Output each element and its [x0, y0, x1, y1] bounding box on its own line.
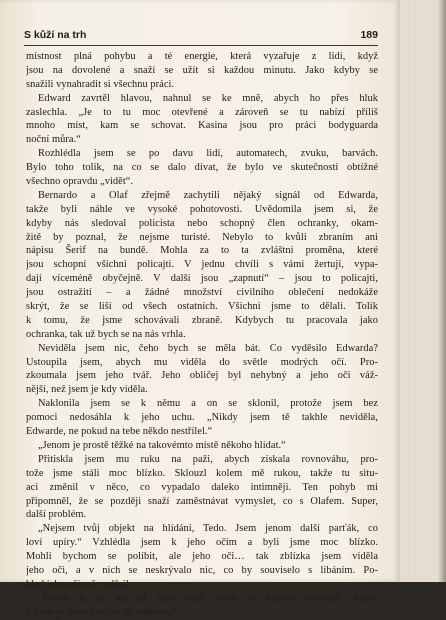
text-line: Ustoupila jsem, abych mu viděla do světle modrých očí. Pro-	[26, 356, 378, 368]
text-line: Přitiskla jsem mu ruku na paži, abych získala rovnováhu, pro-	[38, 453, 378, 465]
text-line: noční můra.“	[26, 134, 81, 146]
text-line: všechno opravdu „vidět“.	[26, 176, 134, 188]
text-line: Edward zavrtěl hlavou, nahnul se ke mně, abych ho přes hluk	[38, 92, 378, 104]
text-line: jeho oči, a v nich se neskrývalo nic, co by souviselo s líbáním. Po-	[26, 564, 378, 576]
page-number: 189	[360, 29, 378, 41]
text-line: zaslechla. „Je to tu moc otevřené a zároveň se tu nabízí příliš	[26, 106, 378, 118]
text-line: skrýt, že se liší od všech ostatních. Všichni jsme to dělali. Tolik	[26, 301, 378, 313]
text-line: zkoumala jsem jeho tvář. Jeho obličej byl nehybný a jeho oči váž-	[26, 370, 378, 382]
text-line: pomoci nedosáhla k jeho uchu. „Nikdy jsem tě takhle neviděla,	[26, 412, 378, 424]
text-line: Rozhlédla jsem se po davu lidí, automatech, zvuku, barvách.	[38, 148, 378, 160]
text-line: tože jsme stáli moc blízko. Sklouzl kolem mě rukou, takže tu situ-	[26, 467, 378, 479]
text-line: nápisu Šerif na bundě. Mohla za to ta zvláštní proměna, které	[26, 245, 378, 257]
header-rule	[24, 45, 378, 46]
text-line: mnoho míst, kam se schovat. Kasina jsou pro práci bodyguarda	[26, 120, 378, 132]
text-line: nější, než jsem je kdy viděla.	[26, 384, 148, 396]
text-line: Naklonila jsem se k němu a on se sklonil, protože jsem bez	[38, 398, 378, 410]
text-line: dají víceméně obyčejně. V další jsou „zapnutí“ – jsou to policajti,	[26, 273, 378, 285]
text-line: jsou schopní všichni policajti. V jednu chvíli s vámi žertují, vypa-	[26, 259, 378, 271]
body-text	[26, 50, 378, 620]
text-line: k tomu, že jsme schovávali zbraně. Kdybych tu pracovala jako	[26, 314, 378, 326]
text-line: „Prostě je tu jen až moc věcí, které se můžou zvrtnout, Anito,	[38, 592, 378, 604]
text-line: žitě by poznal, že nejsme turisté. Nebylo to kvůli zbraním ani	[26, 231, 378, 243]
text-line: ochranka, tak už bych se na nás vrhla.	[26, 328, 186, 340]
text-line: „Jenom je prostě těžké na takovémto místě někoho hlídat.“	[38, 439, 286, 451]
text-line: Bernardo a Olaf zřejmě zachytili nějaký signál od Edwarda,	[38, 189, 378, 201]
text-line: snažili vynahradit si všechnu práci.	[26, 78, 175, 90]
text-line: takže byli náhle ve vysoké pohotovosti. Uvědomila jsem si, že	[26, 203, 378, 215]
text-line: „Nejsem tvůj objekt na hlídání, Tedo. Jsem jenom další parťák, co	[38, 523, 378, 535]
page-header	[24, 29, 378, 44]
text-line: místnost plná pohybu a té energie, která vyzařuje z lidí, když	[26, 51, 378, 62]
text-line: loví upíry.“ Vzhlédla jsem k jeho očím a byli jsme moc blízko.	[26, 537, 378, 549]
text-line: Mohli bychom se políbit, ale jeho oči… tak zblízka jsem viděla	[26, 551, 378, 563]
text-line: Neviděla jsem nic, čeho bych se měla bát. Co vyděsilo Edwarda?	[38, 342, 378, 354]
text-line: další problém.	[26, 509, 87, 521]
text-line: jsou na dovolené a snaží se užít si každou minutu. Jako kdyby se	[26, 64, 378, 76]
text-line: Edwarde, ne pokud na tebe někdo nestřílel.“	[26, 426, 213, 438]
text-line: hled jeho očí mě vyděsil.	[26, 578, 132, 590]
text-line: jsou ostražití – a žádné množství civilního oblečení nedokáže	[26, 287, 378, 299]
text-line: kdyby nás sledoval policista nebo schopný člen ochranky, okam-	[26, 217, 378, 229]
running-title: S kůží na trh	[24, 29, 87, 41]
text-line: připomněl, že se později snaží zaměstnávat vymyslet, co s Olafem. Super,	[26, 495, 378, 507]
text-line: Bylo toho tolik, na co se dalo dívat, že bylo ve skutečnosti obtížné	[26, 162, 378, 174]
text-line: a tohle je děsivé místo na ochranu.“	[26, 606, 177, 618]
text-line: aci změnil v něco, co vypadalo daleko intimněji. Ten pohyb mi	[26, 481, 378, 493]
page-edges	[400, 0, 446, 582]
